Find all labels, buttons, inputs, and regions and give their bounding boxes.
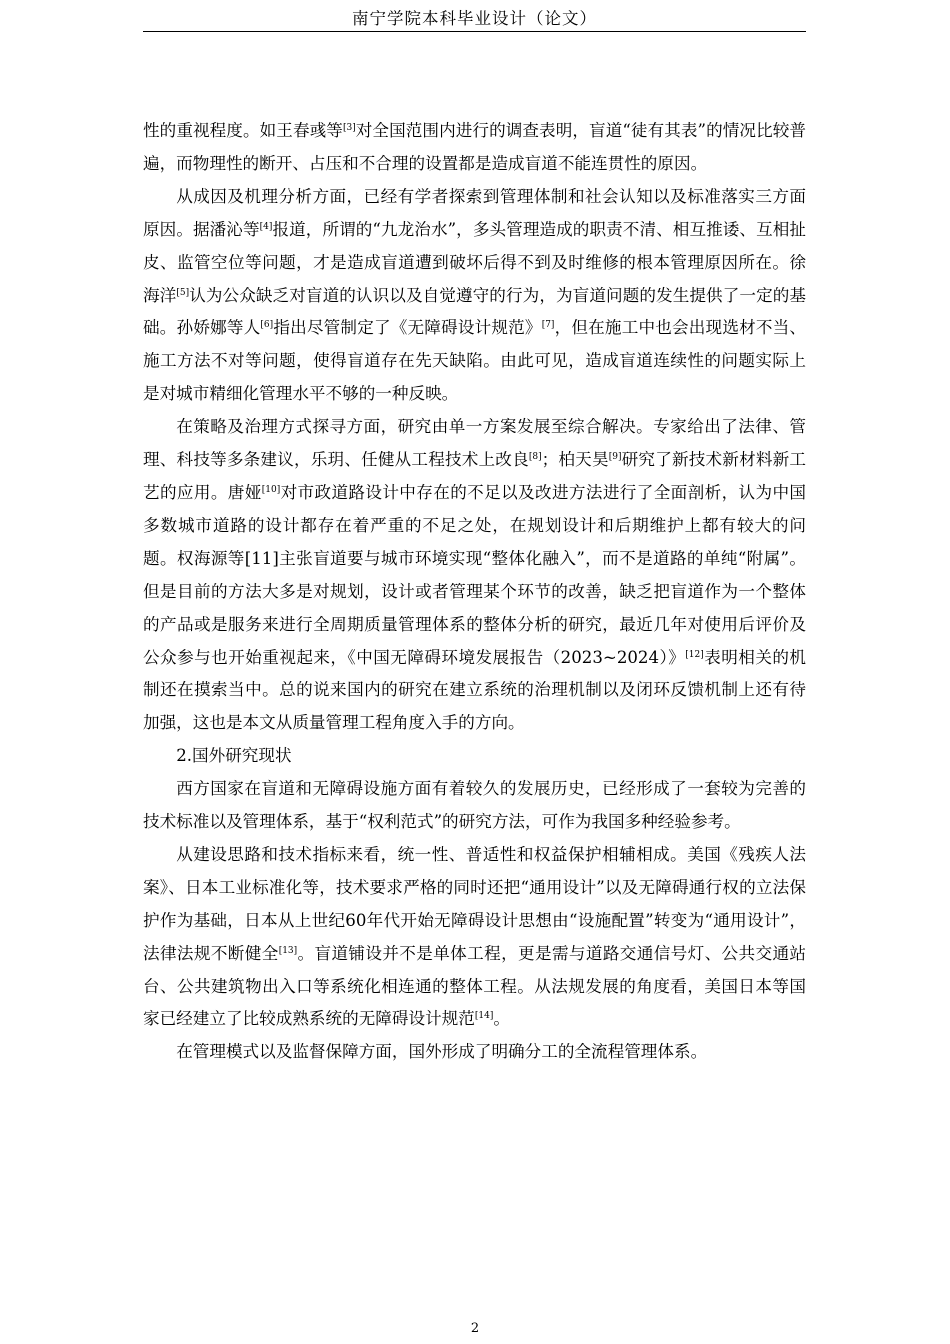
citation-marker: [4] [259,221,273,232]
citation-marker: [14] [474,1011,494,1022]
text-run: 从成因及机理分析方面，已经有学者探索到管理体制和社会认知以及标准落实三方面原因。据潘沁等 [143,186,806,239]
citation-marker: [5] [176,287,190,298]
text-run: 。 [493,1009,510,1029]
text-run: 表明相关的机制还在摸索当中。总的说来国内的研究在建立系统的治理机制以及闭环反馈机制上还有待加强，这也是本文从质量管理工程角度入手的方向。 [143,647,807,733]
page-number: 2 [470,1321,480,1336]
citation-marker: [8] [528,452,542,463]
body-paragraph [143,839,806,1036]
text-run: 从建设思路和技术指标来看，统一性、普适性和权益保护相辅相成。美国《残疾人法案》、日本工业标准化等，技术要求严格的同时还把“通用设计”以及无障碍通行权的立法保护作为基础，日本从上世纪60年代开始无障碍设计思想由“设施配置”转变为“通用设计”，法律法规不断健全 [143,844,806,963]
text-run: ；柏天昊 [541,450,609,470]
text-run: 。盲道铺设并不是单体工程，更是需与道路交通信号灯、公共交通站台、公共建筑物出入口等系统化相连通的整体工程。从法规发展的角度看，美国日本等国家已经建立了比较成熟系统的无障碍设计规范 [143,943,806,1029]
header-title: 南宁学院本科毕业设计（论文） [352,9,597,28]
citation-marker: [3] [342,123,356,133]
text-run: 认为公众缺乏对盲道的认识以及自觉遵守的行为，为盲道问题的发生提供了一定的基础。孙娇娜等人 [143,285,807,338]
text-run: 研究了新技术新材料新工艺的应用。唐娅 [143,450,807,502]
text-run: 在管理模式以及监督保障方面，国外形成了明确分工的全流程管理体系。 [176,1042,708,1062]
citation-marker: [13] [278,945,298,956]
text-run: ，但在施工中也会出现选材不当、施工方法不对等问题，使得盲道存在先天缺陷。由此可见，造成盲道连续性的问题实际上是对城市精细化管理水平不够的一种反映。 [143,318,807,404]
document-body [143,115,806,1069]
body-paragraph [143,773,806,839]
body-paragraph [143,181,806,411]
page-header [143,0,806,32]
section-heading [143,740,806,773]
citation-marker: [7] [541,320,555,331]
text-run: 对市政道路设计中存在的不足以及改进方法进行了全面剖析，认为中国多数城市道路的设计都存在着严重的不足之处，在规划设计和后期维护上都有较大的问题。权海源等[11]主张盲道要与城市环境实现“整体化融入”，而不是道路的单纯“附属”。但是目前的方法大多是对规划，设计或者管理某个环节的改善，缺乏把盲道作为一个整体的产品或是服务来进行全周期质量管理体系的整体分析的研究，最近几年对使用后评价及公众参与也开始重视起来，《中国无障碍环境发展报告（2023~2024）》 [143,482,807,667]
text-run: 2.国外研究现状 [176,746,292,766]
text-run: 对全国范围内进行的调查表明，盲道“徒有其表”的情况比较普遍，而物理性的断开、占压和不合理的设置都是造成盲道不能连贯性的原因。 [143,121,807,173]
body-paragraph [143,1036,806,1069]
body-paragraph [143,115,806,181]
text-run: 性的重视程度。如王春彧等 [143,121,343,140]
body-paragraph [143,411,806,740]
text-run: 指出尽管制定了《无障碍设计规范》 [273,318,542,338]
citation-marker: [10] [261,484,281,495]
text-run: 在策略及治理方式探寻方面，研究由单一方案发展至综合解决。专家给出了法律、管理、科技等多条建议，乐玥、任健从工程技术上改良 [143,417,806,470]
citation-marker: [9] [608,452,622,463]
citation-marker: [12] [685,649,704,660]
text-run: 西方国家在盲道和无障碍设施方面有着较久的发展历史，已经形成了一套较为完善的技术标准以及管理体系，基于“权利范式”的研究方法，可作为我国多种经验参考。 [143,779,806,832]
citation-marker: [6] [260,320,274,331]
text-run: 报道，所谓的“九龙治水”，多头管理造成的职责不清、相互推诿、互相扯皮、监管空位等问题，才是造成盲道遭到破坏后得不到及时维修的根本管理原因所在。徐海洋 [143,219,807,305]
